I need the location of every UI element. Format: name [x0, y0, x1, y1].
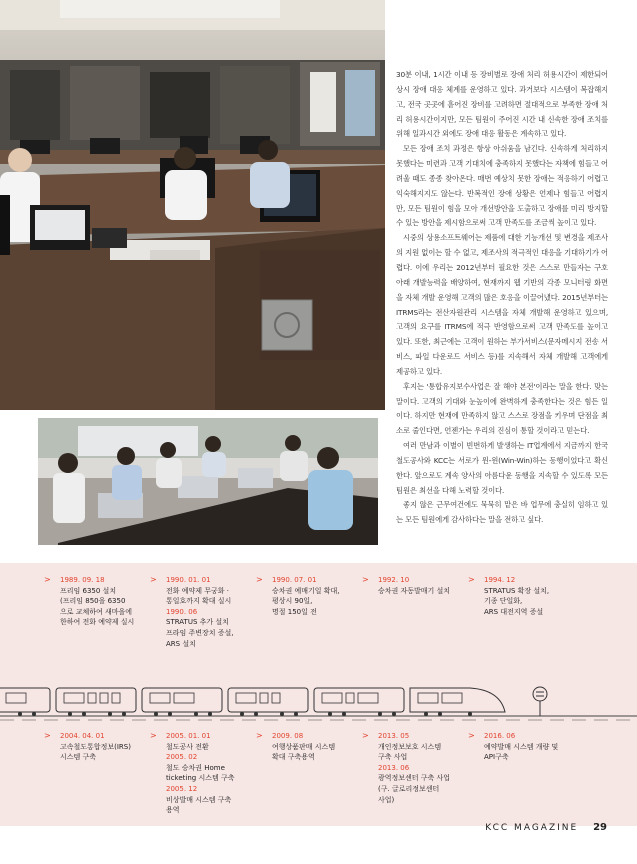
train-illustration — [0, 676, 637, 726]
photo-team-meeting — [38, 418, 378, 545]
timeline-text: 통일호까지 확대 실시 — [166, 597, 232, 606]
timeline-date: 2013. 05 — [378, 732, 410, 740]
chevron-right-icon: > — [256, 575, 263, 584]
article-paragraph: 후지는 '통합유지보수사업은 잘 해야 본전'이라는 말을 한다. 맞는 말이다. 고객의 기대와 눈높이에 완벽하게 충족한다는 것은 힘든 일이다. 하지만 현재에 만족하지 않고 스스로 장점을 키우며 단점을 최소로 줄인다면, 언젠가는 우리의 진심이 통할 것이라고 믿는다. — [396, 381, 608, 436]
timeline-text: 사업) — [378, 795, 395, 804]
page-footer — [485, 822, 607, 833]
chevron-right-icon: > — [150, 575, 157, 584]
timeline-text: 으로 교체하여 새마을에 — [60, 607, 133, 616]
timeline-text: 구축 사업 — [378, 753, 408, 762]
timeline-text: 개인정보보호 시스템 — [378, 742, 442, 751]
timeline-text: 비상발매 시스템 구축 — [166, 795, 232, 804]
timeline-entry — [44, 731, 160, 763]
timeline-text: 용역 — [166, 806, 180, 815]
timeline-text: ARS 대전지역 증설 — [484, 607, 544, 616]
timeline-entry — [256, 575, 372, 617]
chevron-right-icon: > — [468, 731, 475, 740]
chevron-right-icon: > — [362, 731, 369, 740]
timeline-date: 1994. 12 — [484, 576, 516, 584]
timeline-text: 프리임 6350 설치 — [60, 586, 117, 595]
timeline-text: 명절 150일 전 — [272, 607, 317, 616]
chevron-right-icon: > — [44, 731, 51, 740]
chevron-right-icon: > — [362, 575, 369, 584]
chevron-right-icon: > — [150, 731, 157, 740]
timeline-entry — [468, 575, 584, 617]
timeline-date: 1990. 06 — [166, 607, 198, 616]
article-paragraph: 모든 장애 조치 과정은 항상 아쉬움을 남긴다. 신속하게 처리하지 못했다는 미련과 고객 기대치에 충족하지 못했다는 자책에 힘들고 어려울 때도 종종 찾아온다. 매번 예상치 못한 장애는 적응하기 어렵고 익숙해지지도 않는다. 반복적인 장애 상황은 언제나 힘들고 어렵지만, 모든 팀원이 힘을 모아 개선방안을 도출하고 장애를 미리 방지할 수 있는 방안을 제시함으로써 고객 만족도를 조금씩 높이고 있다. — [396, 144, 608, 228]
timeline-date: 2009. 08 — [272, 732, 304, 740]
timeline-text: 시스템 구축 — [60, 753, 97, 762]
timeline-text: 예약발매 시스템 개량 및 — [484, 742, 559, 751]
timeline-text: 광역정보센터 구축 사업 — [378, 774, 451, 783]
photo-control-room — [0, 0, 385, 410]
timeline-date: 2013. 06 — [378, 763, 410, 772]
signal-sign-icon — [533, 687, 547, 716]
timeline-text: ARS 설치 — [166, 639, 196, 648]
article-paragraph: 여러 만남과 이별이 빈번하게 발생하는 IT업계에서 지금까지 한국철도공사와 KCC는 서로가 윈-윈(Win-Win)하는 동행이었다고 확신한다. 앞으로도 계속 양사의 아름다운 동행을 지속할 수 있도록 모든 팀원은 최선을 다해 노력할 것이다. — [396, 441, 608, 495]
article-paragraph: 시중의 상용소프트웨어는 제품에 대한 기능개선 및 변경을 제조사의 지원 없이는 할 수 없고, 제조사의 적극적인 대응을 기대하기가 어렵다. 이에 우리는 2012년부터 필요한 것은 스스로 만들자는 구호 아래 개발능력을 배양하여, 현재까지 웹 기반의 각종 모니터링 화면을 자체 개발 운영해 고객의 많은 호응을 이끌어냈다. 2015년부터는 ITRMS라는 전산자원관리 시스템을 자체 개발해 운영하고 있으며, 고객의 요구를 ITRMS에 적극 반영함으로써 고객 만족도를 높이고 있다. 또한, 최근에는 고객이 원하는 부가서비스(문자메시지 전송 서비스, 파일 다운로드 서비스 등)를 지속해서 자체 개발해 고객에게 제공하고 있다. — [396, 233, 608, 376]
chevron-right-icon: > — [468, 575, 475, 584]
timeline-text: ticketing 시스템 구축 — [166, 774, 235, 783]
magazine-name: KCC MAGAZINE — [485, 823, 579, 833]
timeline-text: 기종 단일화, — [484, 597, 523, 606]
timeline-date: 2005. 02 — [166, 753, 198, 762]
timeline-entry — [150, 575, 266, 649]
timeline-text: 승차권 자동발매기 설치 — [378, 586, 451, 595]
timeline-text: 전화 예약제 무궁화 · — [166, 586, 229, 595]
timeline-text: STRATUS 확장 설치, — [484, 586, 550, 595]
timeline-entry — [362, 575, 478, 596]
timeline-date: 2004. 04. 01 — [60, 732, 105, 740]
timeline-entry — [256, 731, 372, 763]
control-room-illustration — [0, 0, 385, 410]
timeline-entry — [468, 731, 584, 763]
timeline-date: 2005. 12 — [166, 784, 198, 793]
timeline-text: 프라임 주변장치 증설, — [166, 628, 234, 637]
timeline-entry — [150, 731, 266, 816]
timeline-text: STRATUS 추가 설치 — [166, 618, 229, 627]
article-paragraph: 좋지 않은 근무여건에도 묵묵히 맡은 바 업무에 충실히 임하고 있는 모든 팀원에게 감사하다는 말을 전하고 싶다. — [396, 500, 608, 525]
timeline-date: 1989. 09. 18 — [60, 576, 105, 584]
article-paragraph: 30분 이내, 1시간 이내 등 장비별로 장애 처리 허용시간이 제한되어 상시 장애 대응 체계를 운영하고 있다. 과거보다 시스템이 복잡해지고, 전국 곳곳에 흩어진 장비를 고려하면 절대적으로 부족한 장애 처리 허용시간이지만, 모든 팀원이 주어진 시간 내 신속한 장애 조치를 위해 일과시간 외에도 장애 대응 활동은 계속하고 있다. — [396, 70, 608, 139]
timeline-text: 한하여 전화 예약제 실시 — [60, 618, 135, 627]
timeline-date: 1992. 10 — [378, 576, 410, 584]
timeline-text: 평상시 90일, — [272, 597, 313, 606]
timeline-text: 확대 구축용역 — [272, 753, 315, 762]
timeline-date: 1990. 07. 01 — [272, 576, 317, 584]
timeline-entry — [44, 575, 160, 628]
timeline-date: 2005. 01. 01 — [166, 732, 211, 740]
page-number: 29 — [593, 822, 607, 833]
timeline-entry — [362, 731, 478, 805]
timeline-text: (프리임 850을 6350 — [60, 597, 126, 606]
chevron-right-icon: > — [256, 731, 263, 740]
article-body — [396, 68, 608, 528]
timeline-text: API구축 — [484, 753, 509, 762]
timeline-text: 승차권 예매기일 확대, — [272, 586, 340, 595]
timeline-date: 1990. 01. 01 — [166, 576, 211, 584]
chevron-right-icon: > — [44, 575, 51, 584]
timeline-text: 고속철도통합정보(IRS) — [60, 742, 131, 751]
timeline-date: 2016. 06 — [484, 732, 516, 740]
team-meeting-illustration — [38, 418, 378, 545]
timeline-text: 철도공사 전환 — [166, 742, 209, 751]
timeline-text: 철도 승차권 Home — [166, 763, 225, 772]
timeline-text: (구. 글로리정보센터 — [378, 784, 440, 793]
timeline-text: 여행상품판매 시스템 — [272, 742, 336, 751]
